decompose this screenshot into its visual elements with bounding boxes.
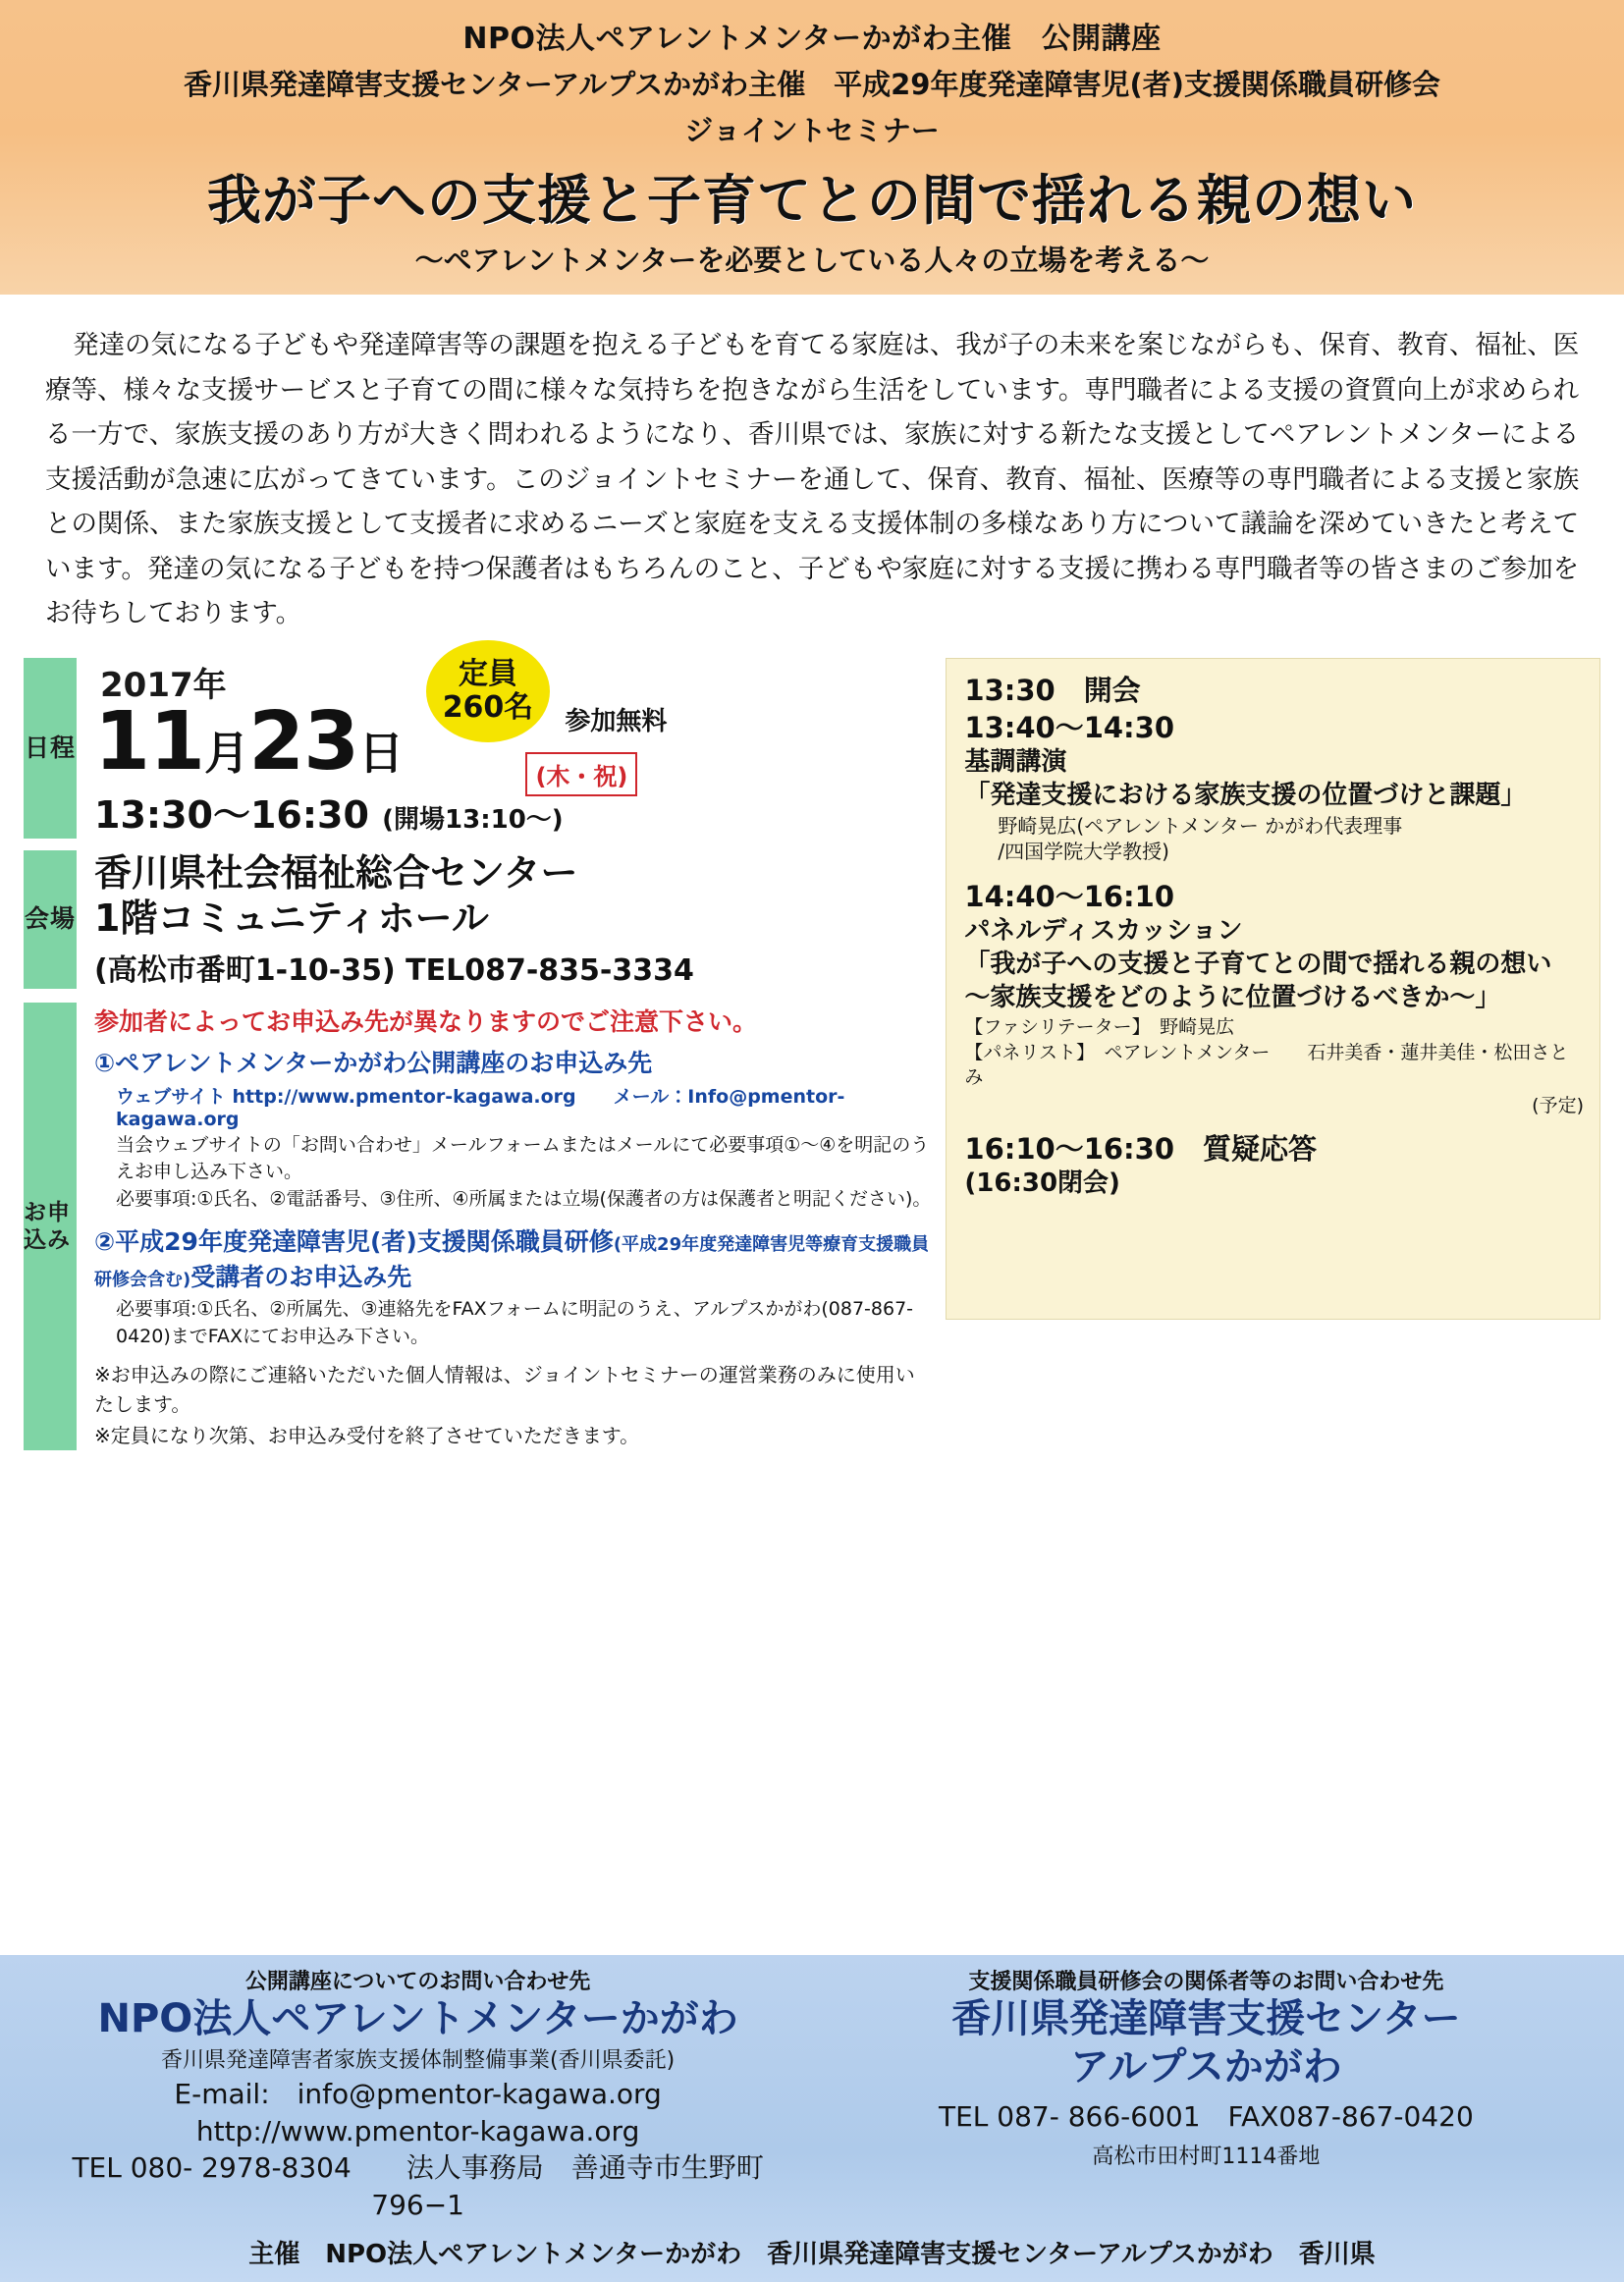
program-item: 「発達支援における家族支援の位置づけと課題」 (964, 781, 1527, 811)
apply-item2-title-note: (平成29年度発達障害児等療育支援職員研修会含む) (94, 1234, 930, 1291)
footer-left-url[interactable]: http://www.pmentor-kagawa.org (195, 2114, 640, 2147)
footer-right-org-line2: アルプスかがわ (1069, 2043, 1342, 2090)
event-day-unit: 日 (358, 727, 404, 781)
program-spacer (964, 1117, 1584, 1131)
footer-banner (0, 1952, 1624, 2282)
footer-right-address: 高松市田村町1114番地 (1092, 2145, 1321, 2170)
footer-right-heading: 支援関係職員研修会の関係者等のお問い合わせ先 (968, 1969, 1444, 1994)
venue-name-line2: 1階コミュニティホール (94, 896, 489, 941)
apply-item1-web[interactable]: ウェブサイト http://www.pmentor-kagawa.org メール：Info@pmentor-kagawa.org (116, 1085, 845, 1130)
header-line-2: 香川県発達障害支援センターアルプスかがわ主催 平成29年度発達障害児(者)支援関係職員研修会 (184, 68, 1440, 101)
program-item: 基調講演 (964, 747, 1067, 778)
footer-organizers: 主催 NPO法人ペアレントメンターかがわ 香川県発達障害支援センターアルプスかがわ 香川県 (248, 2240, 1376, 2269)
venue-body (77, 850, 932, 989)
date-tab (24, 658, 77, 839)
venue-tab (24, 850, 77, 989)
body-columns (0, 646, 1624, 1946)
program-item: 〜家族支援をどのように位置づけるべきか〜」 (964, 983, 1501, 1013)
apply-notice: 参加者によってお申込み先が異なりますのでご注意下さい。 (94, 1006, 758, 1036)
program-item: 16:10〜16:30 質疑応答 (964, 1131, 1318, 1166)
program-item: 「我が子への支援と子育てとの間で揺れる親の想い (964, 950, 1552, 980)
footer-left-org: NPO法人ペアレントメンターかがわ (97, 1995, 738, 2041)
event-month-unit: 月 (204, 727, 249, 781)
apply-item2-title-end: 受講者のお申込み先 (190, 1263, 412, 1292)
program-spacer (964, 865, 1584, 879)
header-line-1: NPO法人ペアレントメンターかがわ主催 公開講座 (462, 22, 1162, 56)
header-line-3: ジョイントセミナー (684, 114, 940, 147)
apply-item1-title: ①ペアレントメンターかがわ公開講座のお申込み先 (94, 1048, 653, 1077)
footer-left-sub: 香川県発達障害者家族支援体制整備事業(香川県委託) (161, 2047, 676, 2073)
event-time: 13:30〜16:30 (94, 792, 369, 837)
apply-item2-title-main: ②平成29年度発達障害児(者)支援関係職員研修 (94, 1227, 614, 1257)
program-item: 13:40〜14:30 (964, 710, 1175, 744)
page-title: 我が子への支援と子育てとの間で揺れる親の想い (206, 169, 1417, 232)
free-admission-label: 参加無料 (565, 707, 668, 737)
program-item: 野崎晃広(ペアレントメンター かがわ代表理事 (998, 814, 1403, 839)
footer-left-contact (39, 1965, 796, 2224)
capacity-label: 定員 (459, 657, 517, 692)
venue-name-line1: 香川県社会福祉総合センター (94, 850, 578, 895)
footer-right-tel: TEL 087- 866-6001 FAX087-867-0420 (938, 2100, 1474, 2134)
footer-left-heading: 公開講座についてのお問い合わせ先 (244, 1969, 591, 1994)
event-month: 11 (94, 695, 205, 789)
program-item: (16:30閉会) (964, 1168, 1120, 1199)
capacity-value: 260名 (442, 690, 534, 726)
program-item: (予定) (1532, 1094, 1584, 1116)
apply-footnote-2: ※定員になり次第、お申込み受付を終了させていただきます。 (94, 1424, 640, 1448)
left-column (24, 658, 932, 1946)
program-item: 【パネリスト】 ペアレントメンター 石井美香・蓮井美佳・松田さとみ (964, 1041, 1569, 1089)
date-block (24, 658, 932, 839)
apply-tab (24, 1003, 77, 1451)
venue-tab-label: 会場 (24, 904, 76, 934)
event-time-row (94, 785, 932, 839)
apply-item1-line2: 必要事項:①氏名、②電話番号、③住所、④所属または立場(保護者の方は保護者と明記ください)。 (116, 1187, 932, 1210)
footer-columns (0, 1965, 1624, 2224)
program-item: 14:40〜16:10 (964, 879, 1175, 913)
apply-body (77, 1003, 932, 1451)
holiday-badge: (木・祝) (525, 752, 637, 796)
event-year: 2017年 (100, 666, 227, 706)
capacity-badge (426, 640, 550, 742)
footer-left-email[interactable]: E-mail: info@pmentor-kagawa.org (174, 2077, 662, 2110)
program-item: 【ファシリテーター】 野崎晃広 (964, 1015, 1235, 1038)
page-subtitle: 〜ペアレントメンターを必要としている人々の立場を考える〜 (414, 244, 1210, 277)
apply-item1-line1: 当会ウェブサイトの「お問い合わせ」メールフォームまたはメールにて必要事項①〜④を明記のうえお申し込み下さい。 (116, 1133, 930, 1183)
apply-footnote-1: ※お申込みの際にご連絡いただいた個人情報は、ジョイントセミナーの運営業務のみに使用いたします。 (94, 1363, 915, 1417)
program-item: /四国学院大学教授) (998, 840, 1169, 864)
apply-item2-title (94, 1222, 932, 1293)
program-item: 13:30 開会 (964, 674, 1141, 708)
date-body (77, 658, 932, 839)
intro-paragraph (0, 298, 1624, 646)
event-open-time: (開場13:10〜) (382, 804, 564, 835)
date-tab-label: 日程 (24, 733, 76, 762)
event-day: 23 (248, 695, 359, 789)
right-column (946, 658, 1600, 1946)
venue-address: (高松市番町1-10-35) TEL087-835-3334 (94, 952, 694, 988)
program-item: パネルディスカッション (964, 916, 1243, 947)
intro-text: 発達の気になる子どもや発達障害等の課題を抱える子どもを育てる家庭は、我が子の未来を案じながらも、保育、教育、福祉、医療等、様々な支援サービスと子育ての間に様々な気持ちを抱きながら生活をしています。専門職者による支援の資質向上が求められる一方で、家族支援のあり方が大きく問われるようになり、香川県では、家族に対する新たな支援としてペアレントメンターによる支援活動が急速に広がってきています。このジョイントセミナーを通して、保育、教育、福祉、医療等の専門職者による支援と家族との関係、また家族支援として支援者に求めるニーズと家庭を支える支援体制の多様なあり方について議論を深めていきたと考えています。発達の気になる子どもを持つ保護者はもちろんのこと、子どもや家庭に対する支援に携わる専門職者等の皆さまのご参加をお待ちしております。 (45, 330, 1579, 629)
footer-left-tel: TEL 080- 2978-8304 法人事務局 善通寺市生野町796−1 (72, 2151, 764, 2222)
apply-tab-label: お申込み (24, 1199, 71, 1254)
apply-item2-line1: 必要事項:①氏名、②所属先、③連絡先をFAXフォームに明記のうえ、アルプスかがわ(087-867-0420)までFAXにてお申込み下さい。 (116, 1298, 914, 1347)
footer-right-contact (828, 1965, 1585, 2224)
program-panel (946, 658, 1600, 1320)
apply-block (24, 1003, 932, 1451)
venue-block (24, 850, 932, 989)
header-banner (0, 0, 1624, 298)
footer-right-org-line1: 香川県発達障害支援センター (951, 1995, 1461, 2041)
